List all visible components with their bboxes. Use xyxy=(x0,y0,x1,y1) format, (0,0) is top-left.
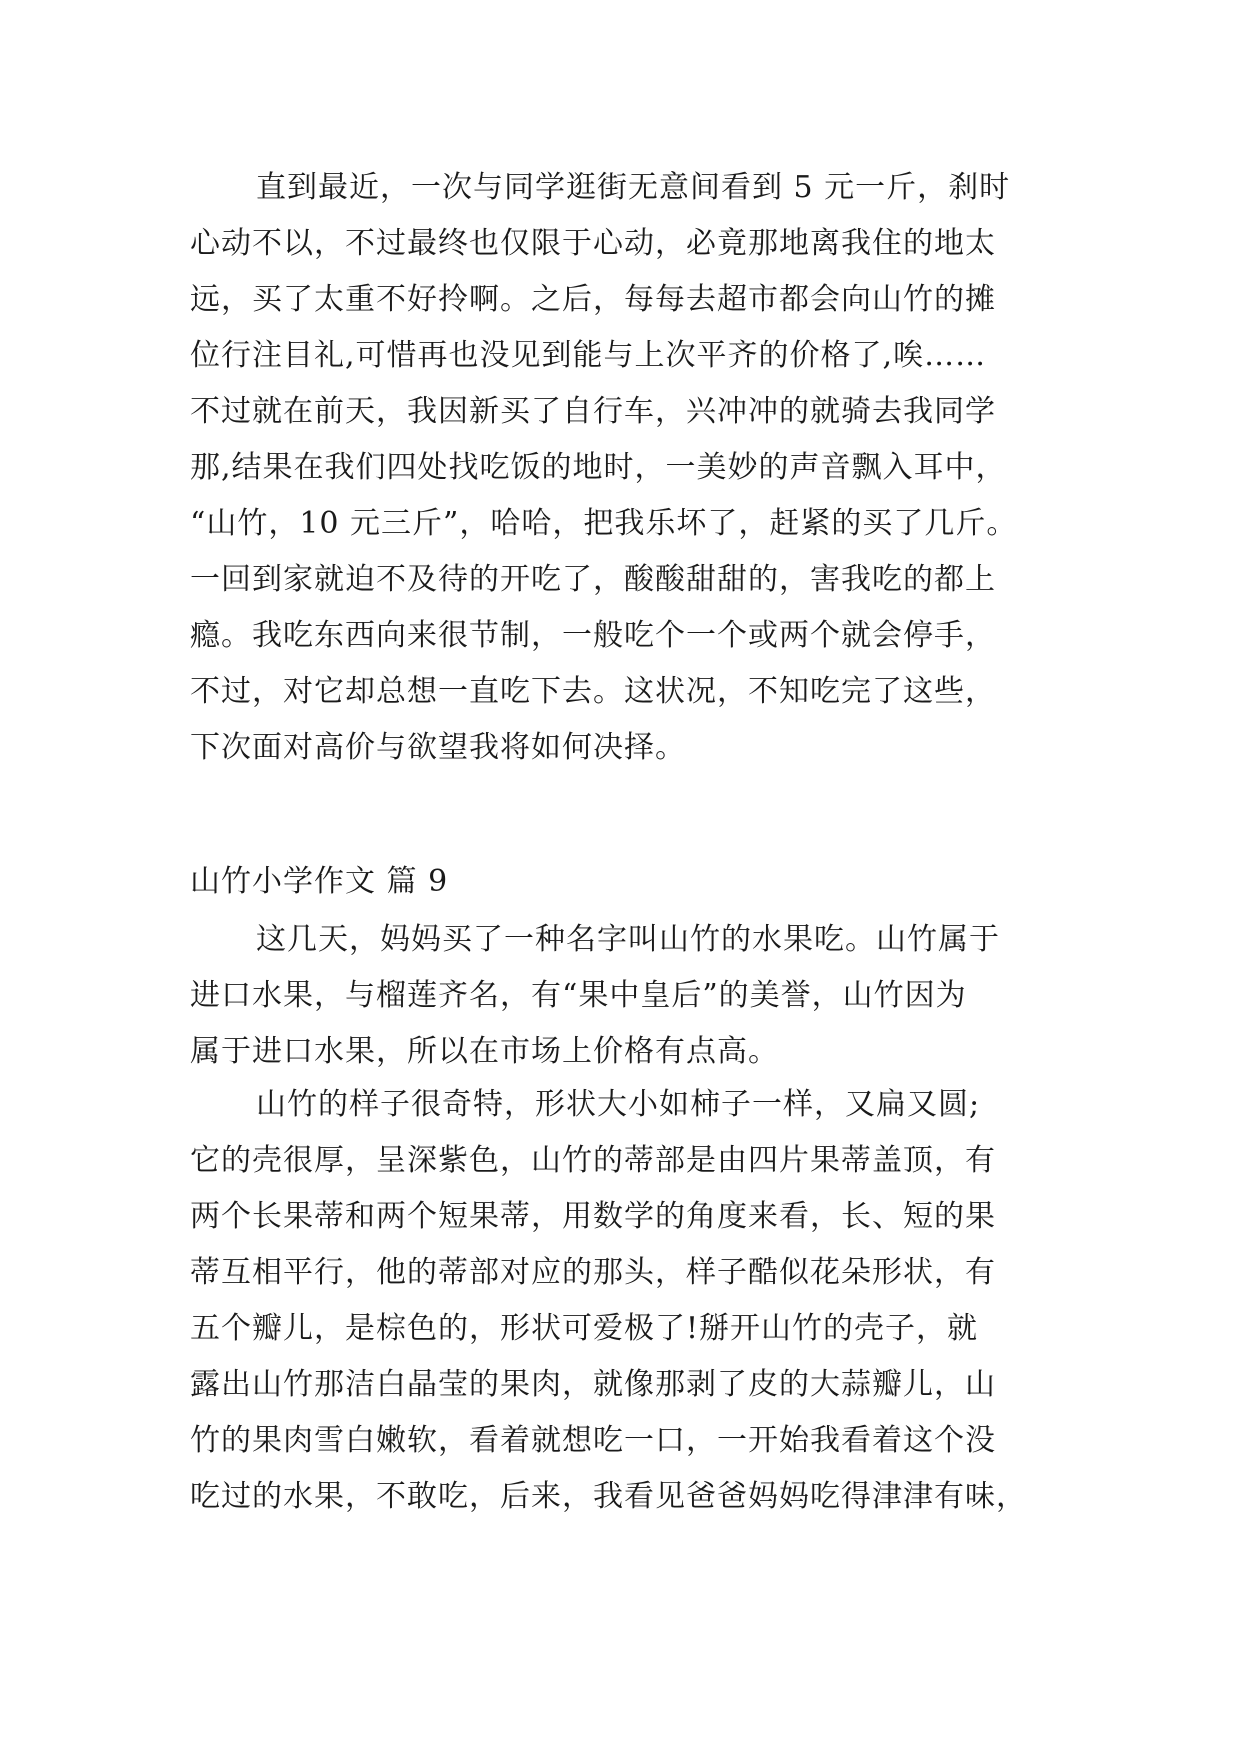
text-line: 蒂互相平行，他的蒂部对应的那头，样子酷似花朵形状，有 xyxy=(190,1255,996,1290)
text-line: 竹的果肉雪白嫩软，看着就想吃一口，一开始我看着这个没 xyxy=(190,1423,996,1458)
text-line: 它的壳很厚，呈深紫色，山竹的蒂部是由四片果蒂盖顶，有 xyxy=(190,1143,996,1178)
text-line: 进口水果，与榴莲齐名，有“果中皇后”的美誉，山竹因为 xyxy=(190,978,967,1013)
text-line: 瘾。我吃东西向来很节制，一般吃个一个或两个就会停手， xyxy=(190,618,996,653)
text-line: 这几天，妈妈买了一种名字叫山竹的水果吃。山竹属于 xyxy=(256,922,1000,957)
text-line: 下次面对高价与欲望我将如何决择。 xyxy=(190,730,686,765)
text-line: 露出山竹那洁白晶莹的果肉，就像那剥了皮的大蒜瓣儿，山 xyxy=(190,1367,996,1402)
text-line: 山竹的样子很奇特，形状大小如柿子一样，又扁又圆; xyxy=(256,1087,981,1122)
text-line: 直到最近，一次与同学逛街无意间看到 5 元一斤，刹时 xyxy=(256,170,1011,205)
text-line: “山竹，10 元三斤”，哈哈，把我乐坏了，赶紧的买了几斤。 xyxy=(190,506,1018,541)
text-line: 属于进口水果，所以在市场上价格有点高。 xyxy=(190,1034,779,1069)
text-line: 心动不以，不过最终也仅限于心动，必竟那地离我住的地太 xyxy=(190,226,996,261)
section-heading-block xyxy=(190,854,1070,910)
text-line: 一回到家就迫不及待的开吃了，酸酸甜甜的，害我吃的都上 xyxy=(190,562,996,597)
text-line: 远，买了太重不好拎啊。之后，每每去超市都会向山竹的摊 xyxy=(190,282,996,317)
text-line: 五个瓣儿，是棕色的，形状可爱极了!掰开山竹的壳子，就 xyxy=(190,1311,979,1346)
section-heading: 山竹小学作文 篇 9 xyxy=(190,864,449,899)
paragraph-1 xyxy=(190,160,1070,776)
text-line: 两个长果蒂和两个短果蒂，用数学的角度来看，长、短的果 xyxy=(190,1199,996,1234)
text-line: 不过就在前天，我因新买了自行车，兴冲冲的就骑去我同学 xyxy=(190,394,996,429)
paragraph-2 xyxy=(190,912,1070,1080)
paragraph-3 xyxy=(190,1077,1070,1525)
text-line: 不过，对它却总想一直吃下去。这状况，不知吃完了这些， xyxy=(190,674,996,709)
text-line: 位行注目礼,可惜再也没见到能与上次平齐的价格了,唉…… xyxy=(190,338,987,373)
text-line: 吃过的水果，不敢吃，后来，我看见爸爸妈妈吃得津津有味， xyxy=(190,1479,1027,1514)
text-line: 那,结果在我们四处找吃饭的地时，一美妙的声音飘入耳中， xyxy=(190,450,1007,485)
